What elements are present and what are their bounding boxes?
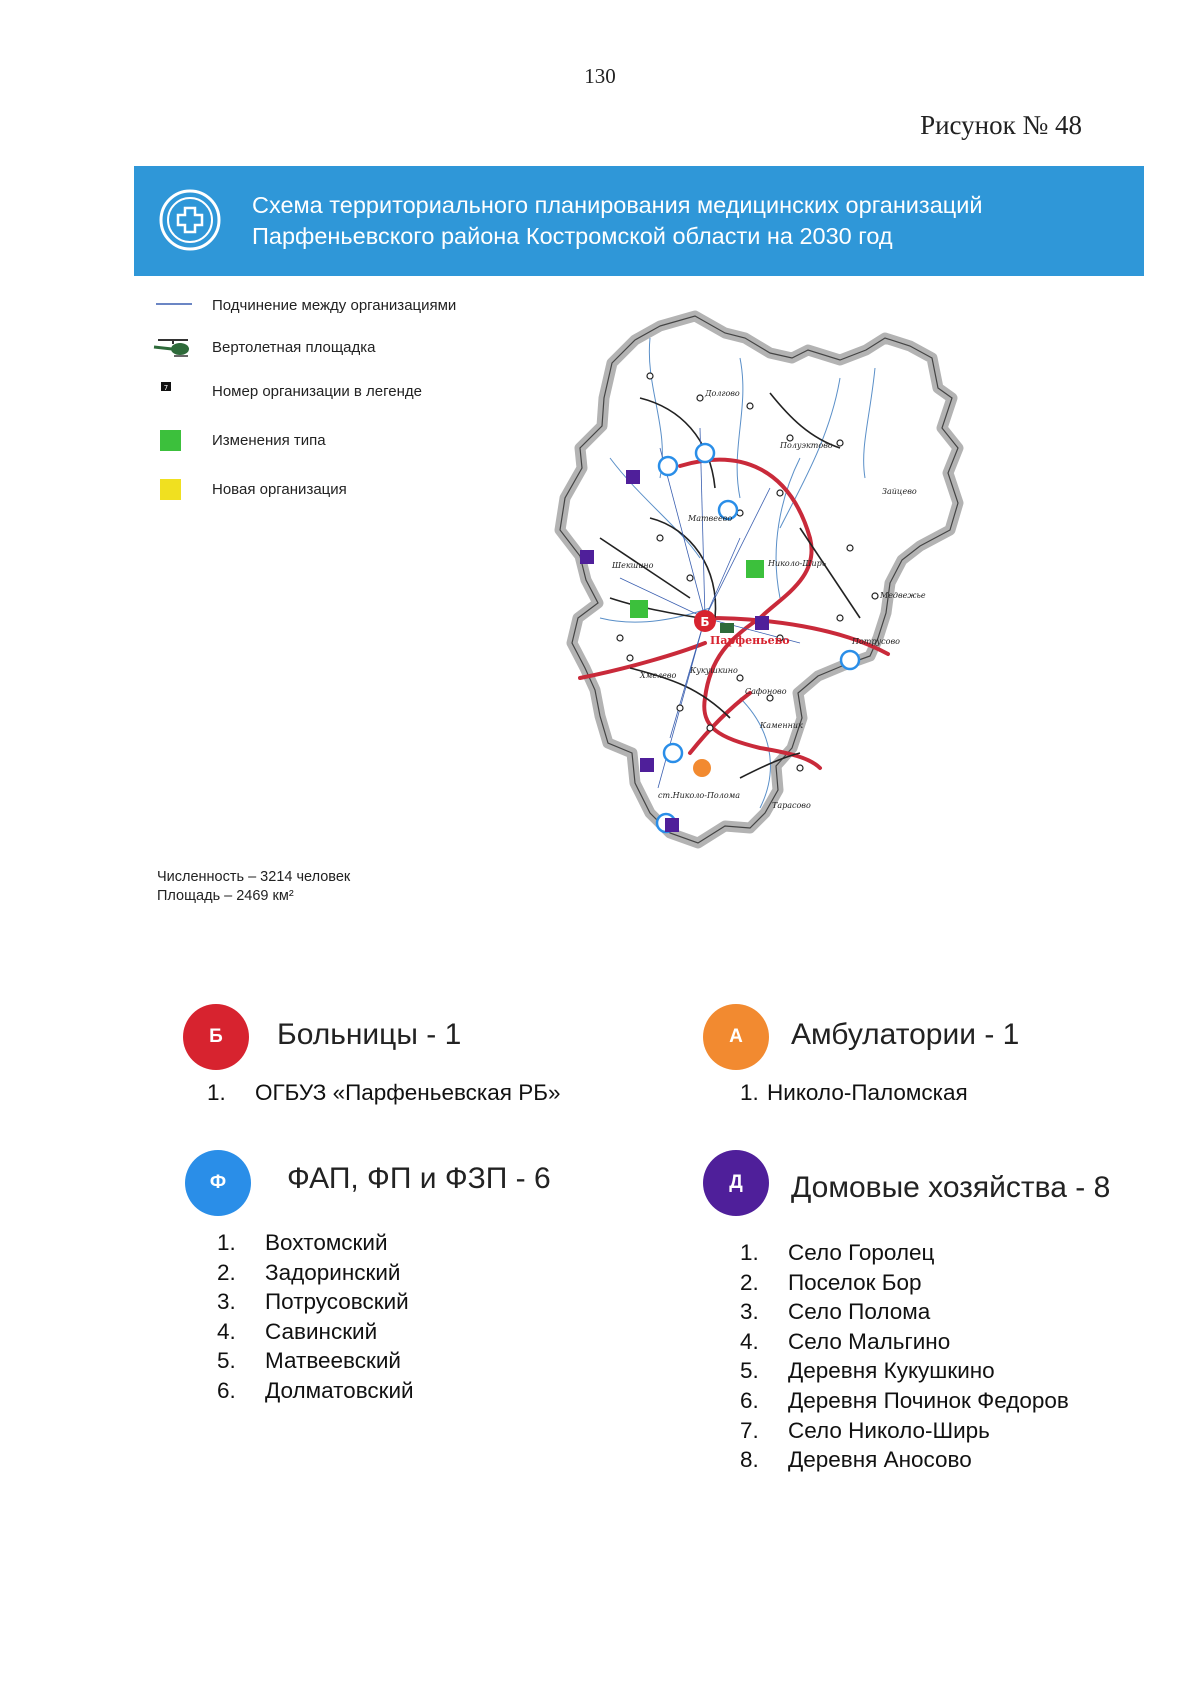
map-place-label: Медвежье	[880, 591, 926, 600]
legend-item-subordination	[150, 292, 480, 320]
map-place-label: Николо-Ширь	[768, 559, 827, 568]
map-center-label: Парфеньево	[710, 634, 790, 647]
list-item: 2. Задоринский	[217, 1259, 401, 1285]
legend-item-type-change	[150, 427, 480, 455]
number-marker-icon	[150, 378, 200, 406]
green-square-icon	[150, 427, 200, 455]
legend-item-new-organization	[150, 476, 480, 504]
svg-text:7: 7	[163, 384, 169, 392]
helicopter-icon	[150, 334, 200, 362]
area-text: Площадь – 2469 км²	[157, 888, 294, 904]
banner-title-line2: Парфеньевского района Костромской области на 2030 год	[252, 223, 893, 249]
title-banner	[134, 166, 1144, 276]
figure-label: Рисунок № 48	[920, 110, 1082, 140]
district-map	[540, 298, 1020, 898]
households-title: Домовые хозяйства - 8	[791, 1171, 1111, 1204]
legend-label: Подчинение между организациями	[212, 297, 457, 314]
ambulatories-title: Амбулатории - 1	[791, 1018, 1020, 1051]
legend-label: Изменения типа	[212, 432, 326, 449]
map-place-label: Полуэктово	[780, 441, 833, 450]
map-place-label: Каменник	[760, 721, 803, 730]
list-item: 6. Деревня Починок Федоров	[740, 1387, 1069, 1413]
list-item: 1. ОГБУЗ «Парфеньевская РБ»	[207, 1080, 561, 1105]
legend-label: Вертолетная площадка	[212, 339, 376, 356]
list-item: 6. Долматовский	[217, 1377, 414, 1403]
line-legend-icon	[150, 292, 200, 320]
population-text: Численность – 3214 человек	[157, 869, 351, 885]
fap-list	[217, 1230, 577, 1408]
list-item: 8. Деревня Аносово	[740, 1447, 972, 1473]
banner-title	[252, 190, 983, 252]
list-item: 2. Поселок Бор	[740, 1269, 922, 1295]
medical-cross-icon	[158, 188, 222, 252]
district-boundary	[560, 316, 958, 843]
fap-badge: Ф	[185, 1150, 251, 1216]
list-item: 4. Савинский	[217, 1318, 378, 1344]
yellow-square-icon	[150, 476, 200, 504]
legend-label: Новая организация	[212, 481, 347, 498]
map-place-label: Хмелево	[640, 671, 677, 680]
legend-item-number-marker	[150, 378, 480, 406]
households-badge: Д	[703, 1150, 769, 1216]
list-item: 3. Село Полома	[740, 1299, 931, 1325]
list-item: 1. Село Горолец	[740, 1240, 935, 1265]
list-item: 4. Село Мальгино	[740, 1328, 951, 1354]
map-place-label: Шекшино	[612, 561, 654, 570]
list-item: 5. Деревня Кукушкино	[740, 1358, 995, 1384]
list-item: 5. Матвеевский	[217, 1348, 401, 1374]
list-item: 7. Село Николо-Ширь	[740, 1417, 990, 1443]
list-item: 1. Николо-Паломская	[740, 1080, 968, 1105]
map-place-label: Кукушкино	[690, 666, 738, 675]
banner-title-line1: Схема территориального планирования медицинских организаций	[252, 192, 983, 218]
fap-title: ФАП, ФП и ФЗП - 6	[287, 1162, 551, 1195]
map-place-label: ст.Николо-Полома	[658, 791, 741, 800]
hospitals-list	[207, 1080, 627, 1110]
map-place-label: Зайцево	[882, 487, 917, 496]
legend-label: Номер организации в легенде	[212, 383, 422, 400]
map-place-label: Потрусово	[852, 637, 900, 646]
hospitals-badge: Б	[183, 1004, 249, 1070]
legend-item-helipad	[150, 334, 480, 362]
page-number: 130	[584, 64, 616, 88]
list-item: 1. Вохтомский	[217, 1230, 388, 1255]
map-place-label: Долгово	[705, 389, 740, 398]
ambulatories-badge: А	[703, 1004, 769, 1070]
list-item: 3. Потрусовский	[217, 1289, 409, 1315]
households-list	[740, 1240, 1140, 1477]
district-stats	[157, 868, 350, 906]
svg-text:Б: Б	[700, 615, 710, 629]
map-place-label: Матвеево	[688, 514, 733, 523]
map-place-label: Тарасово	[772, 801, 811, 810]
map-place-label: Сафоново	[745, 687, 787, 696]
hospitals-title: Больницы - 1	[277, 1018, 462, 1051]
ambulatories-list	[740, 1080, 1100, 1110]
